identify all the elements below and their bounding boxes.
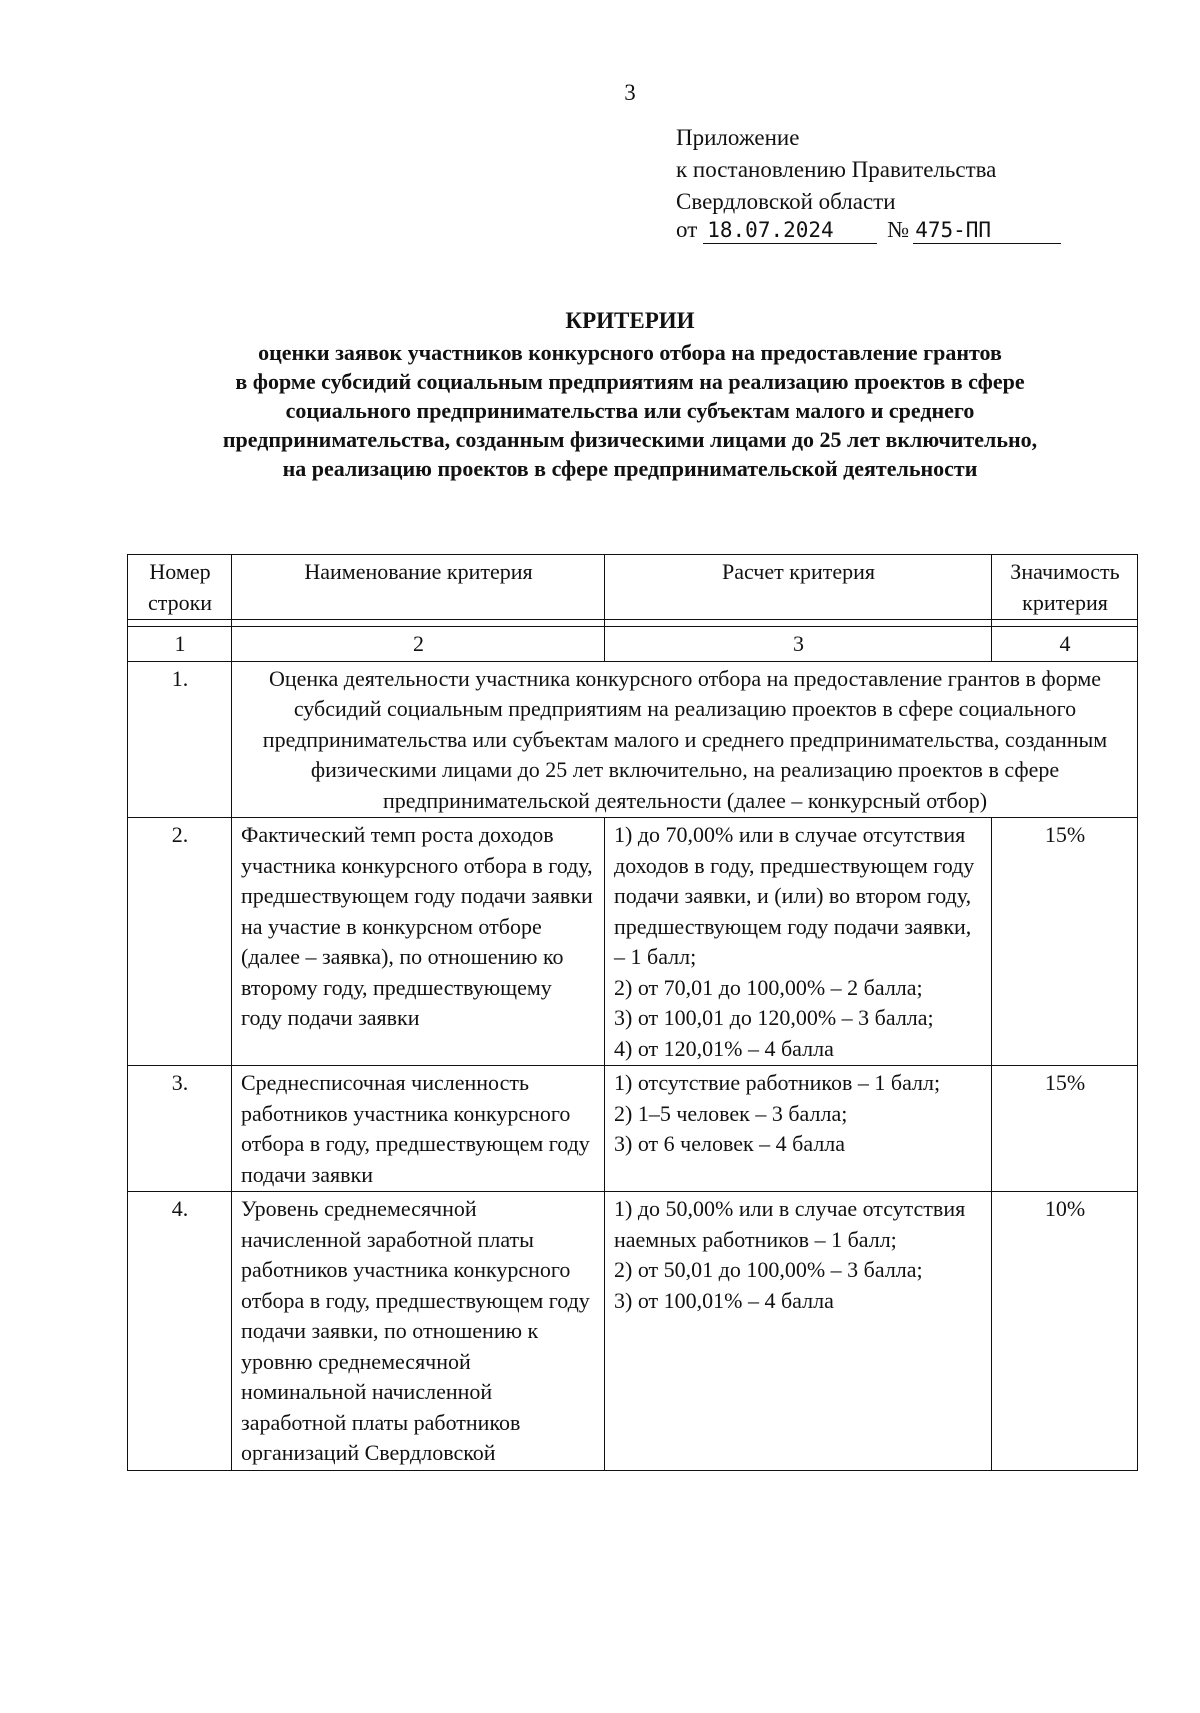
appendix-label: Приложение [676,125,800,150]
title-line: предпринимательства, созданным физическими лицами до 25 лет включительно, [222,427,1038,452]
table-row [128,818,1138,1066]
appendix-decree: к постановлению Правительства [676,157,997,182]
row-number: 2. [128,818,232,1066]
title-line: оценки заявок участников конкурсного отбора на предоставление грантов [258,340,1002,365]
page-number: 3 [624,80,636,105]
criterion-calc: 1) до 70,00% или в случае отсутствия доходов в году, предшествующем году подачи заявки, и (или) во втором году, предшествующем году подачи заявки, – 1 балл; 2) от 70,01 до 100,00% – 2 балла; 3) от 100,01 до 120,00% – 3 балла; 4) от 120,01% – 4 балла [605,818,992,1066]
header-gap [128,620,1138,627]
column-numbers-row [128,627,1138,662]
header-row-number: Номер строки [128,555,232,620]
title-line: в форме субсидий социальным предприятиям на реализацию проектов в сфере [235,369,1025,394]
criterion-name: Фактический темп роста доходов участника конкурсного отбора в году, предшествующем году подачи заявки на участие в конкурсном отборе (далее – заявка), по отношению ко второму году, предшествующему году подачи заявки [232,818,605,1066]
row-number: 4. [128,1192,232,1471]
column-number: 3 [605,627,992,662]
appendix-number: 475-ПП [913,217,1061,244]
table-row-section [128,661,1138,818]
number-sign: № [887,217,910,242]
header-criterion-weight: Значимость критерия [992,555,1138,620]
title-line: социального предпринимательства или субъектам малого и среднего [285,398,975,423]
section-text: Оценка деятельности участника конкурсного отбора на предоставление грантов в форме субсидий социальным предприятиям на реализацию проектов в сфере социального предпринимательства или субъектам малого и среднего предпринимательства, созданным физическими лицами до 25 лет включительно, на реализацию проектов в сфере предпринимательской деятельности (далее – конкурсный отбор) [232,661,1138,818]
appendix-region: Свердловской области [676,189,896,214]
row-number: 3. [128,1066,232,1192]
table-row [128,1192,1138,1471]
title-main: КРИТЕРИИ [565,308,695,333]
row-number: 1. [128,661,232,818]
header-criterion-calc: Расчет критерия [605,555,992,620]
title-line: на реализацию проектов в сфере предпринимательской деятельности [282,456,978,481]
appendix-block [676,122,1096,246]
appendix-date-number-line [676,214,1096,246]
criterion-weight: 10% [992,1192,1138,1471]
criterion-calc: 1) до 50,00% или в случае отсутствия наемных работников – 1 балл; 2) от 50,01 до 100,00% – 3 балла; 3) от 100,01% – 4 балла [605,1192,992,1471]
criteria-table [127,554,1138,1471]
table-row [128,1066,1138,1192]
criterion-name: Уровень среднемесячной начисленной заработной платы работников участника конкурсного отбора в году, предшествующем году подачи заявки, по отношению к уровню среднемесячной номинальной начисленной заработной платы работников организаций Свердловской [232,1192,605,1471]
criterion-weight: 15% [992,818,1138,1066]
appendix-from-prefix: от [676,217,698,242]
document-title [120,306,1140,483]
column-number: 1 [128,627,232,662]
column-number: 4 [992,627,1138,662]
criterion-name: Среднесписочная численность работников участника конкурсного отбора в году, предшествующем году подачи заявки [232,1066,605,1192]
criterion-weight: 15% [992,1066,1138,1192]
column-number: 2 [232,627,605,662]
criterion-calc: 1) отсутствие работников – 1 балл; 2) 1–5 человек – 3 балла; 3) от 6 человек – 4 балла [605,1066,992,1192]
header-criterion-name: Наименование критерия [232,555,605,620]
table-header-row [128,555,1138,620]
appendix-date: 18.07.2024 [703,217,877,244]
